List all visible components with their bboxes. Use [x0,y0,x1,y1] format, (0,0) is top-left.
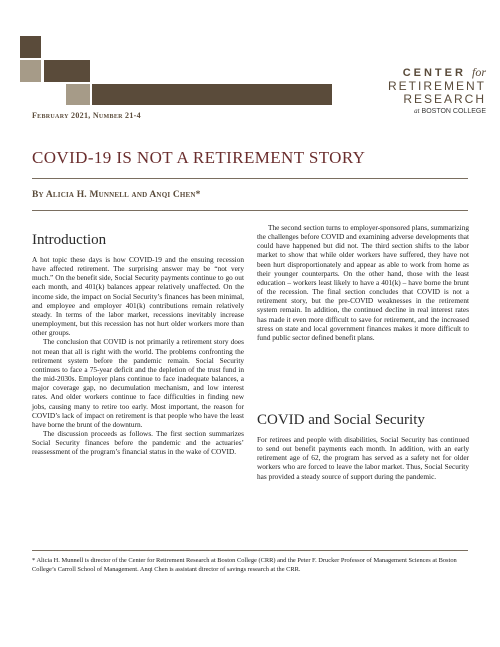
footnote-divider [32,550,468,551]
footnote [32,557,469,574]
paragraph: For retirees and people with disabilities, Social Security has continued to send out benefit payments each month. In addition, with an early retirement age of 62, the program has served as a safety net for older workers who are forced to leave the labor market. Thus, Social Security has provided a steady source of support during the pandemic. [257,435,469,481]
logo-block [66,60,90,82]
paragraph: The conclusion that COVID is not primarily a retirement story does not mean that all is right with the world. The problems confronting the retirement system before the pandemic remain. Social Security continues to face a 75-year deficit and the depletion of the trust fund in the mid-2030s. Employer plans continue to face inadequate balances, a major coverage gap, no decumulation mechanism, and low interest rates. And older workers continue to face difficulties in finding new jobs, causing many to retire too early. Most important, the reason for COVID’s lack of impact on retirement is that people who have the least have borne the brunt of the downturn. [32,337,244,429]
paragraph: A hot topic these days is how COVID-19 and the ensuing recession have affected retirement. The surprising answer may be “not very much.” On the benefit side, Social Security payments continue to go out each month, and 401(k) balances appear relatively unaffected. On the income side, the impact on Social Security’s finances has been minimal, and employee and employer 401(k) contributions remain relatively steady. In terms of the labor market, recessions inevitably increase unemployment, but this recession has not hurt older workers more than other groups. [32,255,244,338]
section-heading-introduction: Introduction [32,232,107,248]
logo-blocks [20,36,330,106]
logo-block [20,36,41,58]
logo-boston-college: BOSTON COLLEGE [421,108,486,115]
divider [32,210,468,211]
footnote-text: * Alicia H. Munnell is director of the Center for Retirement Research at Boston College (CRR) and the Peter F. Drucker Professor of Management Sciences at Boston College’s Carroll School of Management. Anqi Chen is assistant director of savings research at the CRR. [32,557,457,573]
logo-for: for [471,65,486,79]
logo-at: at [414,107,420,115]
left-column [32,255,244,456]
logo-block [20,60,41,82]
logo-block [44,60,67,82]
paragraph: The discussion proceeds as follows. The first section summarizes Social Security finances before the pandemic and the actuaries’ reassessment of the program’s financial status in the wake of COVID. [32,428,244,457]
logo-block [66,84,90,105]
paragraph: The second section turns to employer-sponsored plans, summarizing the challenges before COVID and examining adverse developments that could have happened but did not. The third section shifts to the labor market to show that while older workers have suffered, they have not been hurt disproportionately and appear as able to work from home as their younger counterparts. On the other hand, those with the least education – workers least likely to have a 401(k) – have borne the brunt of the recession. The final section concludes that COVID is not a retirement story, but the pre-COVID weaknesses in the retirement system remain. In addition, the continued decline in real interest rates has made it even more difficult to save for retirement, and the increased stress on state and local government finances makes it more difficult to fund public sector defined benefit plans. [257,223,469,342]
crr-logo [336,66,486,117]
section-heading-covid-social-security: COVID and Social Security [257,412,425,428]
divider [32,178,468,179]
logo-block [92,84,332,105]
logo-retirement: RETIREMENT [388,79,486,93]
logo-research: RESEARCH [403,92,486,106]
right-column-section2 [257,435,469,481]
issue-date: February 2021, Number 21-4 [32,111,141,120]
right-column [257,223,469,342]
byline: By Alicia H. Munnell and Anqi Chen* [32,190,201,200]
logo-center: CENTER [402,67,466,79]
page-title: COVID-19 IS NOT A RETIREMENT STORY [32,148,366,167]
